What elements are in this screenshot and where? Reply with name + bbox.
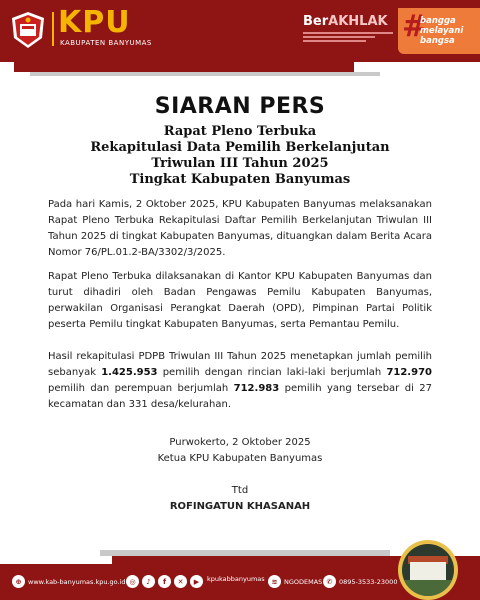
berakhlak-label-b: AKHLAK: [328, 14, 388, 29]
berakhlak-tagline-lines: [303, 32, 393, 44]
berakhlak-logo: [303, 14, 395, 48]
paragraph-2: Rapat Pleno Terbuka dilaksanakan di Kantor KPU Kabupaten Banyumas dan turut dihadiri oleh Badan Pengawas Pemilu Kabupaten Banyumas, perwakilan Organisasi Perangkat Daerah (OPD), Pimpinan Partai Politik peserta Pemilu tingkat Kabupaten Banyumas, serta Pemantau Pemilu.: [48, 271, 432, 330]
spotify-icon: ≋: [268, 575, 281, 588]
bangga-line-2: melayani: [420, 26, 464, 36]
male-voters: 712.970: [386, 367, 432, 378]
subtitle-line-3: Triwulan III Tahun 2025: [151, 156, 329, 171]
p3-text-2: pemilih dengan rincian laki-laki berjumlah: [157, 367, 387, 378]
subtitle-line-1: Rapat Pleno Terbuka: [163, 124, 317, 139]
paragraph-3: [48, 349, 432, 413]
female-voters: 712.983: [233, 383, 280, 394]
bangga-line-1: bangga: [420, 16, 456, 26]
p3-text-1: Hasil rekapitulasi PDPB Triwulan III Tahun 2025 menetapkan jumlah pemilih sebanyak: [48, 351, 432, 378]
hashtag-icon: #: [402, 9, 428, 44]
subtitle-line-4: Tingkat Kabupaten Banyumas: [129, 172, 351, 187]
website-text: www.kab-banyumas.kpu.go.id: [28, 577, 126, 586]
berakhlak-label-a: Ber: [303, 14, 329, 29]
footer-phone[interactable]: [323, 575, 397, 588]
podcast-text: NGODEMAS: [284, 577, 323, 586]
bangga-melayani-bangsa-logo: [398, 8, 480, 54]
header: [0, 0, 480, 62]
bottom-band-white: [0, 556, 112, 564]
bangga-line-3: bangsa: [420, 36, 455, 46]
facebook-icon[interactable]: f: [158, 575, 171, 588]
top-band-dark: [14, 62, 354, 72]
footer-social-icons: [126, 575, 206, 588]
youtube-icon[interactable]: ▶: [190, 575, 203, 588]
office-photo: [398, 540, 458, 600]
place-date: Purwokerto, 2 Oktober 2025: [169, 437, 311, 448]
phone-text: 0895-3533-23000: [339, 577, 398, 586]
logo-separator: [52, 12, 54, 46]
social-handle-text: kpukabbanyumas: [207, 575, 265, 583]
p3-text-3: pemilih dan perempuan berjumlah: [48, 383, 234, 394]
whatsapp-icon: ✆: [323, 575, 336, 588]
document-title: SIARAN PERS: [154, 94, 326, 119]
tiktok-icon[interactable]: ♪: [142, 575, 155, 588]
kpu-logo-subtitle: KABUPATEN BANYUMAS: [60, 39, 152, 47]
total-voters: 1.425.953: [101, 367, 158, 378]
kpu-logo-title: KPU: [58, 5, 131, 40]
subtitle-line-2: Rekapitulasi Data Pemilih Berkelanjutan: [90, 140, 390, 155]
footer-podcast[interactable]: [268, 575, 322, 588]
paragraph-1: Pada hari Kamis, 2 Oktober 2025, KPU Kabupaten Banyumas melaksanakan Rapat Pleno Terbuka Rekapitulasi Daftar Pemilih Berkelanjutan Triwulan III Tahun 2025 di tingkat Kabupaten Banyumas, dituangkan dalam Berita Acara Nomor 76/PL.01.2-BA/3302/3/2025.: [48, 199, 432, 258]
footer-website[interactable]: [12, 575, 126, 588]
x-twitter-icon[interactable]: ✕: [174, 575, 187, 588]
kpu-emblem-icon: [8, 10, 48, 50]
ttd-label: Ttd: [231, 485, 249, 496]
p3-text-4: pemilih yang tersebar di 27 kecamatan dan 331 desa/kelurahan.: [48, 383, 433, 410]
globe-icon: ⊕: [12, 575, 25, 588]
signer-name: ROFINGATUN KHASANAH: [169, 501, 311, 512]
signer-position: Ketua KPU Kabupaten Banyumas: [157, 453, 323, 464]
footer-social-handle[interactable]: [207, 575, 265, 583]
instagram-icon[interactable]: ◎: [126, 575, 139, 588]
